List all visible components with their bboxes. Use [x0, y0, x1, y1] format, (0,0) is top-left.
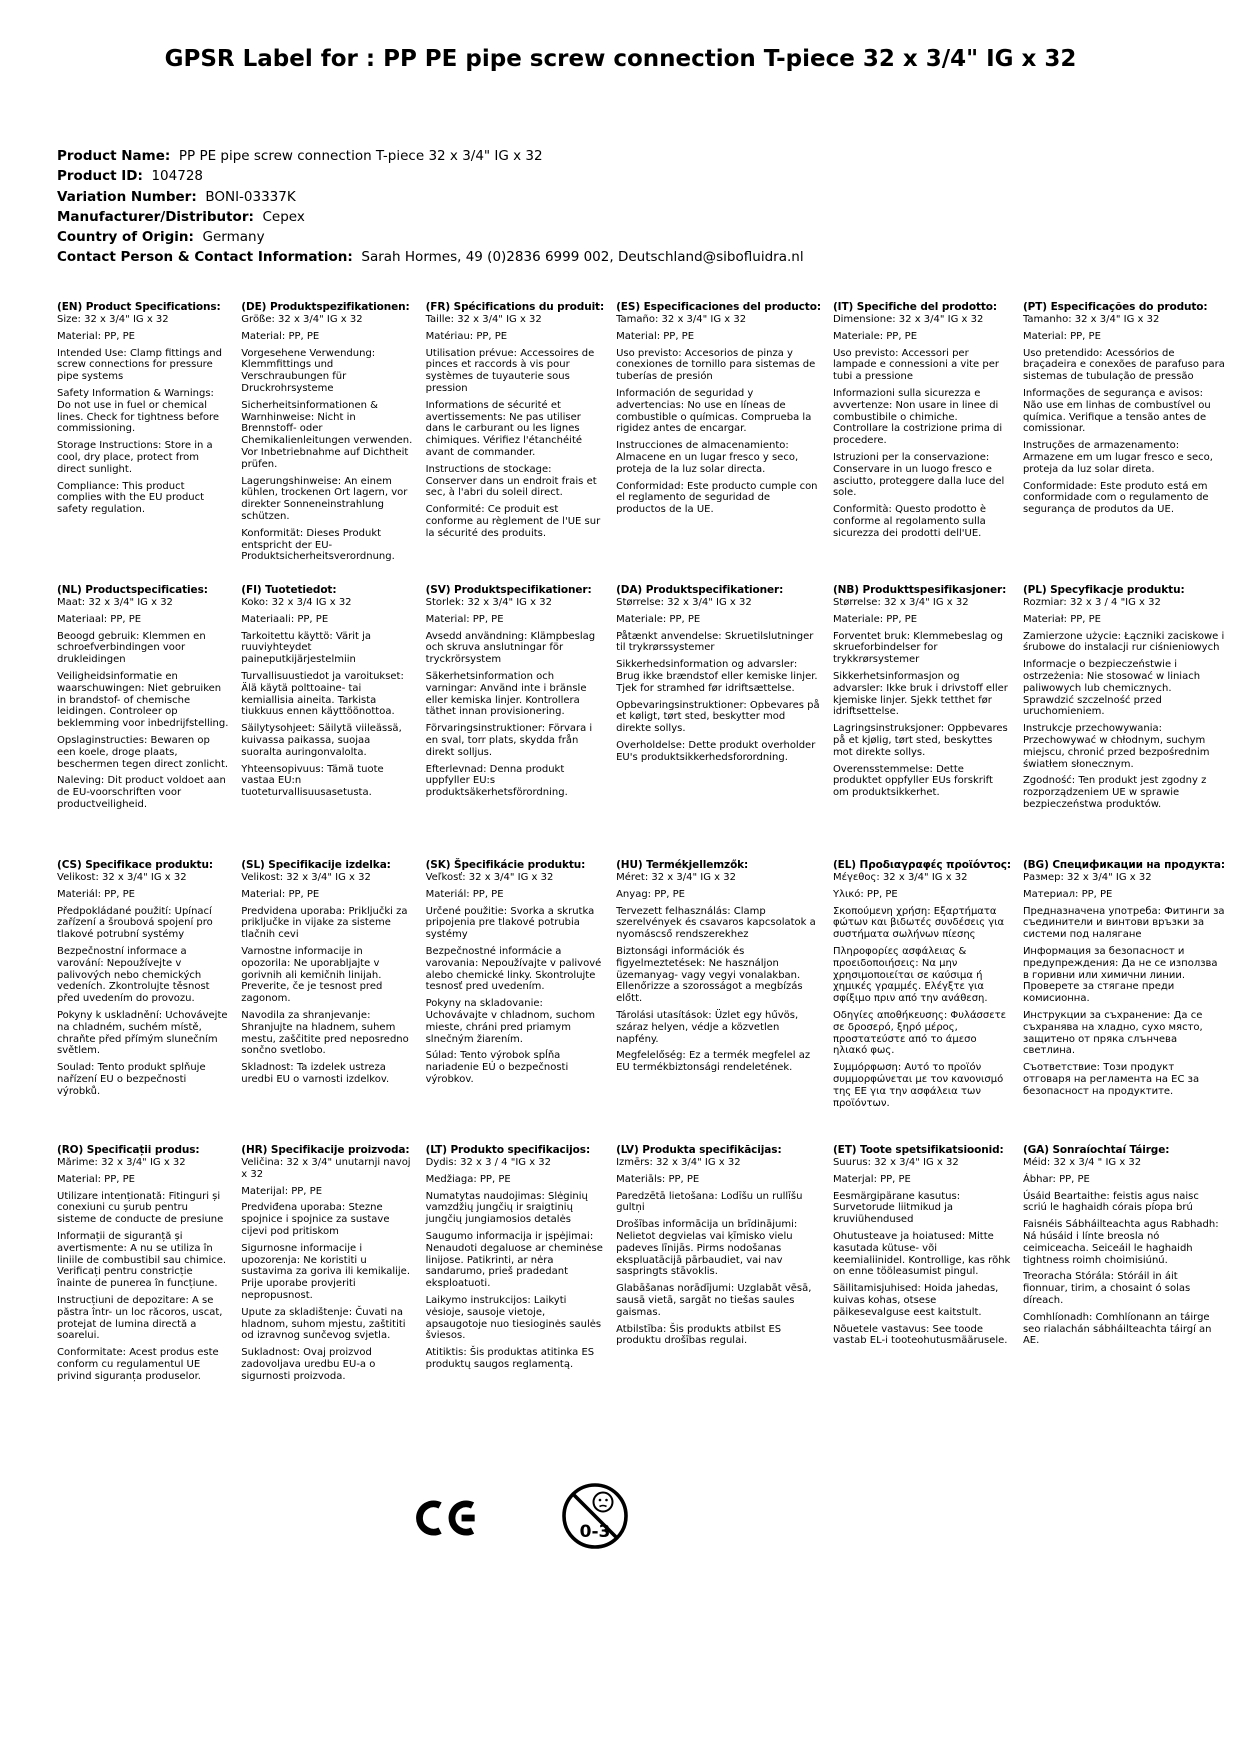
spec-line: Conformitate: Acest produs este conform cu regulamentul UE privind siguranța produselor. [57, 1347, 219, 1382]
spec-line: Zamierzone użycie: Łączniki zaciskowe i śrubowe do instalacji rur ciśnieniowych [1022, 630, 1225, 654]
language-section-pl [1023, 584, 1225, 859]
product-info-line [57, 247, 1181, 267]
spec-line: Skladnost: Ta izdelek ustreza uredbi EU o varnosti izdelkov. [241, 1062, 390, 1085]
language-section-en [57, 301, 229, 584]
spec-line: Instructions de stockage: Conserver dans un endroit frais et sec, à l'abri du soleil direct. [425, 463, 597, 499]
language-section-title: (SL) Specifikacije izdelka: [241, 859, 391, 871]
language-section-title: (SV) Produktspecifikationer: [425, 584, 592, 596]
spec-line: Megfelelőség: Ez a termék megfelel az EU termékbiztonsági rendeletének. [616, 1050, 811, 1074]
spec-line: Размер: 32 x 3/4" IG x 32 [1022, 872, 1152, 883]
language-grid [57, 301, 1225, 1388]
language-section-title: (ES) Especificaciones del producto: [616, 301, 821, 313]
language-section-ga [1023, 1144, 1225, 1388]
baby-face-icon [594, 1493, 613, 1512]
spec-line: Säilitamisjuhised: Hoida jahedas, kuivas kohas, otsese päikesevalguse eest kaitstult. [832, 1283, 999, 1318]
product-info-line [57, 146, 1181, 166]
product-info-label: Contact Person & Contact Information: [57, 249, 353, 266]
ce-mark-icon [416, 1492, 482, 1544]
spec-line: Veličina: 32 x 3/4" unutarnji navoj x 32 [241, 1157, 411, 1180]
spec-line: Efterlevnad: Denna produkt uppfyller EU:s produktsäkerhetsförordning. [425, 763, 568, 799]
spec-line: Säkerhetsinformation och varningar: Använd inte i bränsle eller kemiska linjer. Kontrollera täthet innan provisionering. [425, 670, 587, 718]
spec-line: Koko: 32 x 3/4 IG x 32 [241, 597, 352, 608]
spec-line: Biztonsági információk és figyelmeztetések: Ne használjon üzemanyag- vagy vegyi vonalakban. Ellenőrizze a szorosságot a megbízás előtt. [616, 945, 803, 1005]
spec-line: Laikymo instrukcijos: Laikyti vėsioje, sausoje vietoje, apsaugotoje nuo tiesioginės saulės šviesos. [425, 1294, 602, 1342]
spec-line: Utilizare intenționată: Fitinguri și conexiuni cu șurub pentru sisteme de conducte de presiune [57, 1190, 224, 1226]
product-info-value: Germany [193, 229, 265, 245]
product-info [57, 146, 1181, 268]
spec-line: Dimensione: 32 x 3/4" IG x 32 [832, 314, 984, 325]
spec-line: Vorgesehene Verwendung: Klemmfittings und Verschraubungen für Druckrohrsysteme [241, 347, 376, 394]
language-section-title: (PL) Specyfikacje produktu: [1022, 584, 1185, 596]
spec-line: Upute za skladištenje: Čuvati na hladnom, suhom mjestu, zaštititi od izravnog sunčevog svjetla. [241, 1306, 406, 1342]
spec-line: Pokyny k uskladnění: Uchovávejte na chladném, suchém místě, chraňte před přímým slunečním světlem. [57, 1009, 228, 1057]
spec-line: Eesmärgipärane kasutus: Survetorude liitmikud ja kruviühendused [832, 1190, 961, 1226]
spec-line: Veľkosť: 32 x 3/4" IG x 32 [425, 872, 554, 883]
spec-line: Tamanho: 32 x 3/4" IG x 32 [1022, 314, 1160, 325]
language-section-title: (PT) Especificações do produto: [1022, 301, 1208, 313]
spec-line: Conformité: Ce produit est conforme au règlement de l'UE sur la sécurité des produits. [425, 504, 601, 539]
spec-line: Informações de segurança e avisos: Não use em linhas de combustível ou química. Verifique a tensão antes de comissionar. [1022, 387, 1211, 435]
product-info-line [57, 187, 1181, 207]
spec-line: Glabāšanas norādījumi: Uzglabāt vēsā, sausā vietā, sargāt no tiešas saules gaismas. [616, 1283, 812, 1318]
age-warning-label: 0-3 [579, 1522, 611, 1542]
product-info-line [57, 207, 1181, 227]
spec-line: Izmērs: 32 x 3/4" IG x 32 [616, 1157, 741, 1168]
language-section-lt [426, 1144, 605, 1388]
spec-line: Určené použitie: Svorka a skrutka pripojenia pre tlakové potrubia systémy [425, 905, 595, 941]
language-section-title: (RO) Specificații produs: [57, 1144, 200, 1156]
spec-line: Størrelse: 32 x 3/4" IG x 32 [616, 597, 752, 608]
spec-line: Predviđena uporaba: Stezne spojnice i spojnice za sustave cijevi pod pritiskom [241, 1202, 390, 1237]
spec-line: Materiale: PP, PE [832, 330, 918, 342]
spec-line: Información de seguridad y advertencias: No use en líneas de combustible o químicas. Comprueba la rigidez antes de encargar. [616, 387, 812, 435]
spec-line: Treoracha Stórála: Stóráil in áit fionnuar, tirim, a chosaint ó solas díreach. [1022, 1271, 1191, 1306]
spec-line: Predvidena uporaba: Priključki za priključke in vijake za sisteme tlačnih cevi [241, 905, 408, 941]
language-section-title: (DA) Produktspecifikationer: [616, 584, 784, 596]
spec-line: Numatytas naudojimas: Slėginių vamzdžių jungčių ir sraigtinių jungčių jungiamosios detalės [425, 1190, 588, 1226]
product-info-label: Product ID: [57, 168, 143, 185]
spec-line: Předpokládané použití: Upínací zařízení a šroubová spojení pro tlakové potrubní systémy [57, 905, 213, 941]
language-section-title: (CS) Specifikace produktu: [57, 859, 213, 871]
spec-line: Overholdelse: Dette produkt overholder EU's produktsikkerhedsforordning. [616, 739, 816, 763]
spec-line: Materiāls: PP, PE [616, 1173, 700, 1185]
spec-line: Opslaginstructies: Bewaren op een koele, droge plaats, beschermen tegen direct zonlicht. [57, 734, 229, 770]
spec-line: Overensstemmelse: Dette produktet oppfyller EUs forskrift om produktsikkerhet. [832, 763, 993, 799]
language-section-title: (LT) Produkto specifikacijos: [425, 1144, 591, 1156]
language-section-title: (DE) Produktspezifikationen: [241, 301, 410, 313]
spec-line: Úsáid Beartaithe: feistis agus naisc scriú le haghaidh córais píopa brú [1022, 1190, 1199, 1214]
spec-line: Material: PP, PE [241, 330, 320, 342]
spec-line: Sikkerhetsinformasjon og advarsler: Ikke bruk i drivstoff eller kjemiske linjer. Sjekk tetthet før idriftsettelse. [832, 670, 1008, 718]
language-section-lv [616, 1144, 821, 1388]
spec-line: Atitiktis: Šis produktas atitinka ES produktų saugos reglamentą. [425, 1347, 595, 1370]
spec-line: Mărime: 32 x 3/4" IG x 32 [57, 1157, 186, 1168]
language-section-title: (HR) Specifikacije proizvoda: [241, 1144, 410, 1156]
language-section-ro [57, 1144, 229, 1388]
language-section-title: (NL) Productspecificaties: [57, 584, 208, 596]
spec-line: Forventet bruk: Klemmebeslag og skrueforbindelser for trykkrørsystemer [832, 630, 1004, 666]
spec-line: Naleving: Dit product voldoet aan de EU-voorschriften voor productveiligheid. [57, 775, 226, 810]
spec-line: Ábhar: PP, PE [1022, 1173, 1090, 1185]
spec-line: Bezpečnostné informácie a varovania: Nepoužívajte v palivové alebo chemické linky. Skontrolujte tesnosť pred uvedením. [425, 945, 602, 993]
spec-line: Συμμόρφωση: Αυτό το προϊόν συμμορφώνεται με τον κανονισμό της ΕΕ για την ασφάλεια των προϊόντων. [832, 1062, 1004, 1109]
spec-line: Информация за безопасност и предупреждения: Да не се използва в горивни или химични линии. Проверете за стягане преди комисионна. [1022, 945, 1218, 1005]
spec-line: Material: PP, PE [241, 888, 320, 900]
spec-line: Material: PP, PE [425, 613, 504, 625]
spec-line: Sukladnost: Ovaj proizvod zadovoljava uredbu EU-a o sigurnosti proizvoda. [241, 1347, 376, 1382]
spec-line: Förvaringsinstruktioner: Förvara i en sval, torr plats, skydda från direkt solljus. [425, 723, 593, 758]
spec-line: Größe: 32 x 3/4" IG x 32 [241, 314, 363, 325]
spec-line: Μέγεθος: 32 x 3/4" IG x 32 [832, 872, 968, 883]
spec-line: Zgodność: Ten produkt jest zgodny z rozporządzeniem UE w sprawie bezpieczeństwa produktów. [1022, 775, 1207, 810]
spec-line: Tervezett felhasználás: Clamp szerelvények és csavaros kapcsolatok a nyomáscső rendszerekhez [616, 905, 816, 941]
age-warning-0-3-icon [560, 1480, 630, 1552]
spec-line: Informazioni sulla sicurezza e avvertenze: Non usare in linee di combustibile o chimiche. Controllare la costrizione prima di procedere. [832, 387, 1003, 447]
spec-line: Drošības informācija un brīdinājumi: Nelietot degvielas vai ķīmisko vielu padeves līnijās. Pirms nodošanas ekspluatācijā pārbaudiet, vai nav saspringts stāvoklis. [616, 1219, 798, 1278]
spec-line: Bezpečnostní informace a varování: Nepoužívejte v palivových nebo chemických vedeních. Zkontrolujte těsnost před uvedením do provozu. [57, 945, 210, 1005]
spec-line: Materijal: PP, PE [241, 1185, 323, 1197]
language-section-nb [833, 584, 1011, 859]
language-section-sl [241, 859, 413, 1144]
language-section-title: (GA) Sonraíochtaí Táirge: [1022, 1144, 1170, 1156]
spec-line: Material: PP, PE [1022, 330, 1101, 342]
spec-line: Size: 32 x 3/4" IG x 32 [57, 314, 169, 325]
spec-line: Ohutusteave ja hoiatused: Mitte kasutada kütuse- või keemialiinidel. Kontrollige, kas rõhk on enne tööleasumist pingul. [832, 1230, 1011, 1278]
spec-line: Uso previsto: Accesorios de pinza y conexiones de tornillo para sistemas de tuberías de presión [616, 347, 816, 383]
language-section-bg [1023, 859, 1225, 1144]
spec-line: Material: PP, PE [57, 1173, 135, 1185]
spec-line: Taille: 32 x 3/4" IG x 32 [425, 314, 542, 325]
spec-line: Οδηγίες αποθήκευσης: Φυλάσσετε σε δροσερό, ξηρό μέρος, προστατεύστε από το άμεσο ηλιακό φως. [832, 1009, 1007, 1057]
spec-line: Material: PP, PE [616, 330, 695, 342]
spec-line: Tárolási utasítások: Üzlet egy hűvös, száraz helyen, védje a közvetlen napfény. [616, 1009, 799, 1045]
spec-line: Instrucciones de almacenamiento: Almacene en un lugar fresco y seco, proteja de la luz solar directa. [616, 440, 799, 475]
language-section-hr [241, 1144, 413, 1388]
language-section-fi [241, 584, 413, 859]
spec-line: Beoogd gebruik: Klemmen en schroefverbindingen voor drukleidingen [57, 630, 206, 666]
language-section-title: (HU) Termékjellemzők: [616, 859, 749, 871]
spec-line: Súlad: Tento výrobok spĺňa nariadenie EÚ o bezpečnosti výrobkov. [425, 1050, 569, 1085]
spec-line: Navodila za shranjevanje: Shranjujte na hladnem, suhem mestu, zaščitite pred neposredno sončno svetlobo. [241, 1009, 409, 1057]
spec-line: Turvallisuustiedot ja varoitukset: Älä käytä polttoaine- tai kemiallisia aineita. Tarkista tiukkuus ennen käyttöönottoa. [241, 670, 404, 718]
spec-line: Tamaño: 32 x 3/4" IG x 32 [616, 314, 747, 325]
spec-line: Инструкции за съхранение: Да се съхранява на хладно, сухо място, защитено от пряка слънчева светлина. [1022, 1009, 1203, 1057]
product-info-label: Variation Number: [57, 188, 197, 205]
language-section-el [833, 859, 1011, 1144]
spec-line: Storage Instructions: Store in a cool, dry place, protect from direct sunlight. [57, 440, 213, 475]
spec-line: Pokyny na skladovanie: Uchovávajte v chladnom, suchom mieste, chráni pred priamym slnečným žiarením. [425, 998, 595, 1045]
spec-line: Suurus: 32 x 3/4" IG x 32 [832, 1157, 959, 1168]
spec-line: Varnostne informacije in opozorila: Ne uporabljajte v gorivnih ali kemičnih linijah. Preverite, če je tesnost pred zagonom. [241, 945, 383, 1005]
product-info-value: PP PE pipe screw connection T-piece 32 x 3/4" IG x 32 [170, 148, 543, 164]
spec-line: Lagringsinstruksjoner: Oppbevares på et kjølig, tørt sted, beskyttes mot direkte sollys. [832, 723, 1008, 758]
language-section-title: (EN) Product Specifications: [57, 301, 221, 313]
spec-line: Материал: PP, PE [1022, 888, 1113, 900]
language-section-es [616, 301, 821, 584]
product-info-line [57, 166, 1181, 186]
language-section-title: (BG) Спецификации на продукта: [1022, 859, 1225, 871]
language-section-title: (NB) Produkttspesifikasjoner: [832, 584, 1007, 596]
spec-line: Dydis: 32 x 3 / 4 "IG x 32 [425, 1157, 552, 1168]
spec-line: Material: PP, PE [57, 330, 135, 342]
spec-line: Säilytysohjeet: Säilytä viileässä, kuivassa paikassa, suojaa suoralta auringonvalolta. [241, 723, 402, 758]
spec-line: Materiál: PP, PE [425, 888, 504, 900]
spec-line: Anyag: PP, PE [616, 888, 685, 900]
spec-line: Storlek: 32 x 3/4" IG x 32 [425, 597, 552, 608]
spec-line: Materiaali: PP, PE [241, 613, 329, 625]
spec-line: Opbevaringsinstruktioner: Opbevares på et køligt, tørt sted, beskytter mod direkte sollys. [616, 699, 820, 735]
language-section-et [833, 1144, 1011, 1388]
language-section-title: (LV) Produkta specifikācijas: [616, 1144, 782, 1156]
product-info-label: Country of Origin: [57, 229, 194, 245]
spec-line: Informations de sécurité et avertissements: Ne pas utiliser dans le carburant ou les lignes chimiques. Vérifiez l'étanchéité avant de commander. [425, 399, 583, 458]
spec-line: Méid: 32 x 3/4 " IG x 32 [1022, 1157, 1142, 1168]
language-section-title: (FR) Spécifications du produit: [425, 301, 605, 313]
language-section-title: (FI) Tuotetiedot: [241, 584, 337, 596]
spec-line: Medžiaga: PP, PE [425, 1173, 511, 1185]
spec-line: Conformidad: Este producto cumple con el reglamento de seguridad de productos de la UE. [616, 480, 818, 516]
spec-line: Størrelse: 32 x 3/4" IG x 32 [832, 597, 969, 608]
language-section-sk [426, 859, 605, 1144]
spec-line: Utilisation prévue: Accessoires de pinces et raccords à vis pour systèmes de tuyauterie sous pression [425, 347, 595, 394]
spec-line: Atbilstība: Šis produkts atbilst ES produktu drošības regulai. [616, 1323, 782, 1347]
spec-line: Instrucțiuni de depozitare: A se păstra într- un loc răcoros, uscat, protejat de lumina directă a soarelui. [57, 1294, 223, 1342]
spec-line: Instrukcje przechowywania: Przechowywać w chłodnym, suchym miejscu, chronić przed bezpośrednim światłem słonecznym. [1022, 723, 1210, 770]
spec-line: Comhlíonadh: Comhlíonann an táirge seo rialachán sábháilteachta táirgí an AE. [1022, 1311, 1212, 1347]
product-info-value: Cepex [253, 208, 305, 225]
language-section-title: (IT) Specifiche del prodotto: [832, 301, 998, 313]
spec-line: Maat: 32 x 3/4" IG x 32 [57, 597, 173, 608]
language-section-fr [426, 301, 605, 584]
spec-line: Sigurnosne informacije i upozorenja: Ne koristiti u sustavima za goriva ili kemikalije. Prije uporabe provjeriti nepropusnost. [241, 1242, 411, 1301]
spec-line: Faisnéis Sábháilteachta agus Rabhadh: Ná húsáid i línte breosla nó ceimiceacha. Seiceáil le haghaidh tightness roimh choimisiúnú. [1022, 1219, 1219, 1266]
product-info-value: BONI-03337K [196, 188, 296, 205]
spec-line: Soulad: Tento produkt splňuje nařízení EU o bezpečnosti výrobků. [57, 1062, 206, 1097]
spec-line: Velikost: 32 x 3/4" IG x 32 [241, 872, 371, 883]
spec-line: Intended Use: Clamp fittings and screw connections for pressure pipe systems [57, 347, 222, 383]
spec-line: Informații de siguranță și avertismente: A nu se utiliza în liniile de combustibil sau chimice. Verificați pentru constricție înainte de punerea în funcțiune. [57, 1230, 227, 1290]
spec-line: Tarkoitettu käyttö: Värit ja ruuviyhteydet paineputkijärjestelmiin [241, 630, 372, 666]
page-title: GPSR Label for : PP PE pipe screw connection T-piece 32 x 3/4" IG x 32 [164, 46, 1077, 72]
spec-line: Velikost: 32 x 3/4" IG x 32 [57, 872, 187, 883]
spec-line: Materjal: PP, PE [832, 1173, 911, 1185]
spec-line: Avsedd användning: Klämpbeslag och skruva anslutningar för tryckrörsystem [425, 630, 596, 666]
product-info-value: 104728 [142, 168, 204, 185]
spec-line: Materiale: PP, PE [616, 613, 701, 625]
spec-line: Υλικό: PP, PE [832, 888, 898, 900]
spec-line: Uso pretendido: Acessórios de braçadeira e conexões de parafuso para sistemas de tubulação de pressão [1022, 347, 1225, 383]
spec-line: Предназначена употреба: Фитинги за съединители и винтови връзки за системи под налягане [1022, 905, 1225, 941]
spec-line: Съответствие: Този продукт отговаря на регламента на ЕС за безопасност на продуктите. [1022, 1062, 1200, 1097]
language-section-it [833, 301, 1011, 584]
spec-line: Materiál: PP, PE [57, 888, 135, 900]
spec-line: Nõuetele vastavus: See toode vastab EL-i tooteohutusmäärusele. [832, 1323, 1008, 1347]
product-info-value: Sarah Hormes, 49 (0)2836 6999 002, Deutschland@sibofluidra.nl [352, 249, 804, 266]
spec-line: Materiale: PP, PE [832, 613, 918, 625]
spec-line: Rozmiar: 32 x 3 / 4 "IG x 32 [1022, 597, 1161, 608]
spec-line: Påtænkt anvendelse: Skruetilslutninger til trykrørssystemer [616, 630, 814, 654]
spec-line: Compliance: This product complies with the EU product safety regulation. [57, 480, 205, 516]
language-section-cs [57, 859, 229, 1144]
spec-line: Matériau: PP, PE [425, 330, 508, 342]
spec-line: Sicherheitsinformationen & Warnhinweise: Nicht in Brennstoff- oder Chemikalienleitungen verwenden. Vor Inbetriebnahme auf Dichtheit prüfen. [241, 399, 413, 470]
language-section-hu [616, 859, 821, 1144]
spec-line: Σκοπούμενη χρήση: Εξαρτήματα φώτων και βιδωτές συνδέσεις για συστήματα σωλήνων πίεσης [832, 905, 1005, 941]
spec-line: Méret: 32 x 3/4" IG x 32 [616, 872, 736, 883]
spec-line: Yhteensopivuus: Tämä tuote vastaa EU:n tuoteturvallisuusasetusta. [241, 763, 384, 799]
spec-line: Safety Information & Warnings: Do not use in fuel or chemical lines. Check for tightness before commissioning. [57, 387, 220, 435]
spec-line: Istruzioni per la conservazione: Conservare in un luogo fresco e asciutto, proteggere dalla luce del sole. [832, 451, 1005, 499]
product-info-line [57, 227, 1181, 247]
language-section-pt [1023, 301, 1225, 584]
language-section-title: (SK) Špecifikácie produktu: [425, 859, 586, 871]
spec-line: Sikkerhedsinformation og advarsler: Brug ikke brændstof eller kemiske linjer. Tjek for stramhed før idriftsættelse. [616, 659, 818, 694]
language-section-title: (EL) Προδιαγραφές προϊόντος: [832, 859, 1011, 871]
spec-line: Konformität: Dieses Produkt entspricht der EU-Produktsicherheitsverordnung. [241, 527, 395, 563]
language-section-de [241, 301, 413, 584]
language-section-title: (ET) Toote spetsifikatsioonid: [832, 1144, 1004, 1156]
spec-line: Conformidade: Este produto está em conformidade com o regulamento de segurança de produtos da UE. [1022, 480, 1209, 516]
language-section-da [616, 584, 821, 859]
spec-line: Conformità: Questo prodotto è conforme al regolamento sulla sicurezza dei prodotti dell'UE. [832, 504, 986, 539]
spec-line: Uso previsto: Accessori per lampade e connessioni a vite per tubi a pressione [832, 347, 999, 383]
product-info-label: Manufacturer/Distributor: [57, 208, 254, 225]
spec-line: Πληροφορίες ασφάλειας & προειδοποιήσεις: Να μην χρησιμοποιείται σε καύσιμα ή χημικές γραμμές. Ελέγξτε για σφίξιμο πριν από την ανάθεση. [832, 945, 988, 1005]
spec-line: Paredzētā lietošana: Lodīšu un rullīšu gultņi [616, 1190, 803, 1214]
spec-line: Veiligheidsinformatie en waarschuwingen: Niet gebruiken in brandstof- of chemische leidingen. Controleer op beklemming voor inbedrijfstelling. [57, 670, 229, 730]
spec-line: Informacje o bezpieczeństwie i ostrzeżenia: Nie stosować w liniach paliwowych lub chemicznych. Sprawdzić szczelność przed uruchomieniem. [1022, 659, 1201, 718]
language-section-nl [57, 584, 229, 859]
spec-line: Materiaal: PP, PE [57, 613, 142, 625]
spec-line: Lagerungshinweise: An einem kühlen, trockenen Ort lagern, vor direkter Sonneneinstrahlung schützen. [241, 475, 408, 522]
product-info-label: Product Name: [57, 148, 171, 164]
language-section-sv [426, 584, 605, 859]
spec-line: Instruções de armazenamento: Armazene em um lugar fresco e seco, proteja da luz solar direta. [1022, 440, 1213, 475]
spec-line: Saugumo informacija ir įspėjimai: Nenaudoti degaluose ar cheminėse linijose. Patikrinti, ar nėra sandarumo, prieš pradedant eksploatuoti. [425, 1230, 603, 1290]
spec-line: Materiał: PP, PE [1022, 613, 1101, 625]
